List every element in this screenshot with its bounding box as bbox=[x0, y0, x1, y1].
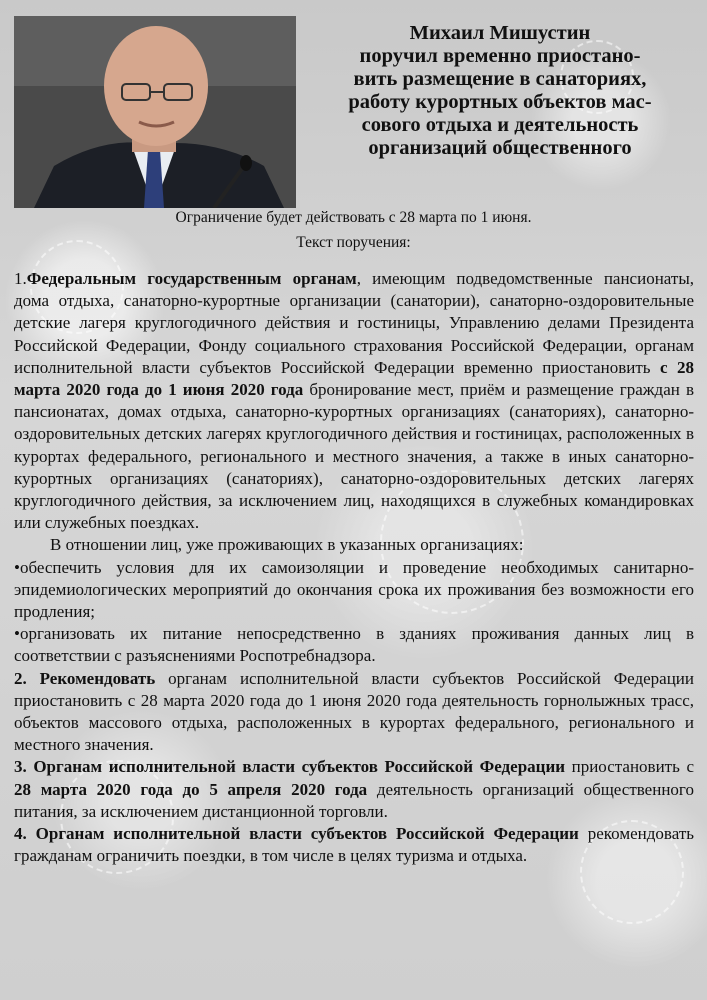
bullet-item bbox=[14, 623, 694, 667]
paragraph-number: 1. bbox=[14, 269, 27, 288]
portrait-photo bbox=[14, 16, 296, 208]
headline-line: Михаил Мишустин bbox=[409, 22, 591, 44]
bullet-text: обеспечить условия для их самоизоляции и проведение необходимых санитарно-эпидемиологических мероприятий до окончания срока их проживания без возможности его продления; bbox=[14, 557, 694, 622]
bullet-icon: • bbox=[14, 624, 20, 644]
restriction-period: Ограничение будет действовать с 28 марта по 1 июня. bbox=[175, 209, 532, 226]
headline-line: организаций общественного bbox=[368, 137, 632, 159]
bold-phrase: 2. Рекомендовать bbox=[14, 668, 156, 688]
headline-line: поручил временно приостано- bbox=[359, 45, 641, 67]
paragraph-1 bbox=[14, 268, 694, 534]
headline bbox=[300, 22, 700, 160]
paragraph-text: , имеющим подведомственные пансионаты, дома отдыха, санаторно-курортные организации (санатории), санаторно-оздоровительные детские лагеря круглогодичного действия и гостиницы, Управлению делами Президента Российской Федерации, Фонду социального страхования Российской Федерации, органам исполнительной власти субъектов Российской Федерации временно приостановить bbox=[14, 269, 695, 377]
paragraph-text: органам исполнительной власти субъектов Российской Федерации приостановить с 28 марта 2020 года до 1 июня 2020 года деятельность горнолыжных трасс, объектов массового отдыха, расположенных в курортах федерального, регионального и местного значения. bbox=[14, 668, 694, 755]
paragraph-4 bbox=[14, 823, 694, 867]
order-text-label: Текст поручения: bbox=[296, 234, 411, 251]
bold-phrase: Федеральным государственным органам bbox=[26, 269, 357, 288]
paragraph-1-sub: В отношении лиц, уже проживающих в указанных организациях: bbox=[50, 535, 524, 555]
headline-line: работу курортных объектов мас- bbox=[348, 91, 652, 113]
bold-phrase: с 28 марта 2020 года до 1 июня 2020 года bbox=[14, 357, 694, 400]
order-text bbox=[14, 268, 694, 867]
paragraph-text: бронирование мест, приём и размещение граждан в пансионатах, домах отдыха, санаторно-курортных организациях (санаториях), санаторно-оздоровительных детских лагерях круглогодичного действия и гостиницах, расположенных в курортах федерального, регионального и местного значения, а также в иных санаторно-курортных организациях (санаториях), санаторно-оздоровительных детских лагерях круглогодичного действия, за исключением лиц, находящихся в служебных командировках или служебных поездках. bbox=[14, 380, 694, 533]
paragraph-3 bbox=[14, 756, 694, 823]
headline-line: сового отдыха и деятельность bbox=[361, 114, 639, 136]
bullet-icon: • bbox=[14, 557, 20, 577]
paragraph-text: рекомендовать гражданам ограничить поездки, в том числе в целях туризма и отдыха. bbox=[14, 824, 695, 866]
portrait-illustration bbox=[14, 16, 296, 208]
bold-phrase: 28 марта 2020 года до 5 апреля 2020 года bbox=[14, 779, 368, 799]
bullet-item bbox=[14, 557, 694, 624]
paragraph-text: приостановить с bbox=[565, 757, 694, 777]
bold-phrase: 4. Органам исполнительной власти субъектов Российской Федерации bbox=[14, 824, 579, 844]
bold-phrase: 3. Органам исполнительной власти субъектов Российской Федерации bbox=[14, 757, 566, 777]
paragraph-2 bbox=[14, 668, 694, 757]
bullet-text: организовать их питание непосредственно в зданиях проживания данных лиц в соответствии с разъяснениями Роспотребнадзора. bbox=[14, 624, 694, 666]
headline-line: вить размещение в санаториях, bbox=[353, 68, 647, 90]
paragraph-text: деятельность организаций общественного питания, за исключением дистанционной торговли. bbox=[14, 779, 694, 821]
